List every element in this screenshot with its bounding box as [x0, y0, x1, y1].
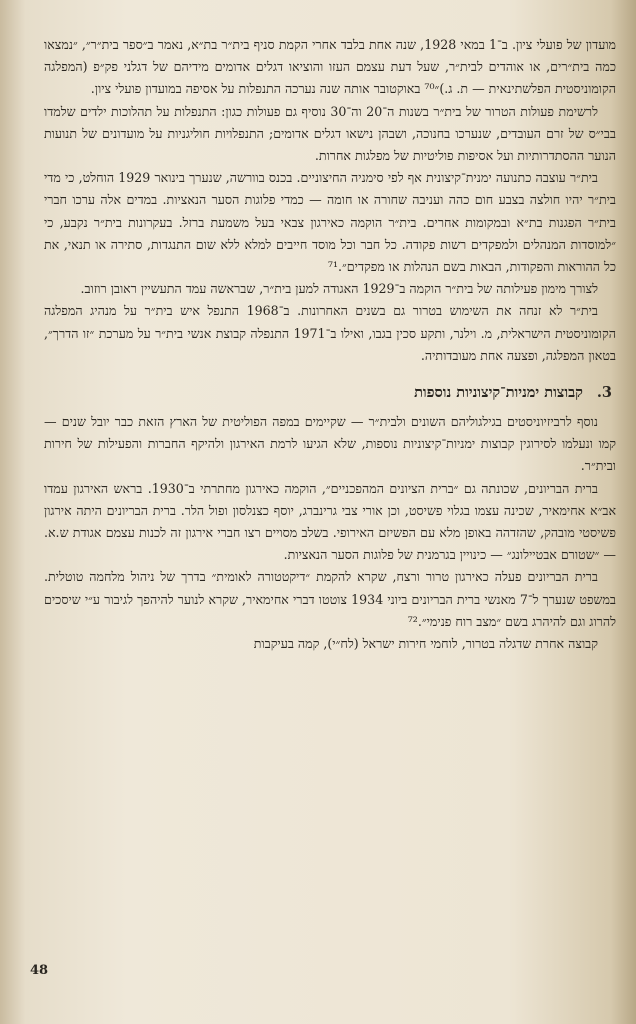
section-title: קבוצות ימניות־קיצוניות נוספות — [414, 384, 583, 402]
section-number: 3. — [596, 384, 612, 402]
paragraph: בית״ר לא זנחה את השימוש בטרור גם בשנים האחרונות. ב־1968 התנפל איש בית״ר על מנהיג המפלגה הקומוניסטית הישראלית, מ. וילנר, ותקע סכין בגבו, ואילו ב־1971 התנפלה קבוצת אנשי בית״ר על מערכת ״זו הדרך״, בטאון המפלגה, ופצעה אחת מעובדותיה. — [44, 303, 616, 363]
book-page — [44, 34, 616, 1024]
page-number: 48 — [30, 963, 49, 978]
paragraph: נוסף לרביזיוניסטים בגילגוליהם השונים ולבית״ר — שקיימים במפה הפוליטית של הארץ הזאת כבר יובל שנים — קמו ונעלמו לסירוגין קבוצות ימניות־קיצוניות נוספות, שלא הגיעו לרמת האירגון ולהיקף החברות והפעילות של חירות ובית״ר. — [44, 414, 616, 474]
section-heading — [44, 381, 616, 405]
paragraph: קבוצה אחרת שדגלה בטרור, לוחמי חירות ישראל (לח״י), קמה בעיקבות — [253, 636, 598, 652]
paragraph: בית״ר עוצבה כתנועה ימנית־קיצונית אף לפי סימניה החיצוניים. בכנס בוורשה, שנערך בינואר 1929 הוחלט, כי מדי בית״ר יהיו חולצה בצבע חום כהה ועניבה שחורה או חומה — כמדי פלוגות הסער הנאציות. במדים אלה ערכו חברי בית״ר הפגנות בת״א ובמקומות אחרים. בית״ר הוקמה כאירגון צבאי בעל משמעת ברזל. בעקרונות בית״ר נקבע, כי ״למוסדות המנהלים ולמפקדים רשות פקודה. כל חבר וכל מוסד חייבים למלא ללא שום התנגדות, סתירה או תנאי, את כל ההוראות והפקודות, הבאות בשם הנהלות או מפקדים״.⁷¹ — [44, 170, 616, 275]
paragraph: לרשימת פעולות הטרור של בית״ר בשנות ה־20 וה־30 נוסיף גם פעולות כגון: התנפלות על תהלוכות ילדים שלמדו בבי״ס של זרם העובדים, שנערכו בחנוכה, ושבהן נישאו דגלים אדומים; התנפלויות חוליגניות על מועדונים של תנועות הנוער ההסתדרותיות ועל אסיפות פוליטיות של מפלגות אחרות. — [44, 103, 616, 164]
paragraph: מועדון של פועלי ציון. ב־1 במאי 1928, שנה אחת בלבד אחרי הקמת סניף בית״ר בת״א, נאמר ב״ספר בית״ר״, ״נמצאו כמה בית״רים, או אוהדים לבית״ר, שעל דעת עצמם העזו והוציאו דגלים אדומים מידיהם של דגלני פק״פ (המפלגה הקומוניסטית הפלשתינאית — ת. ג.)״⁷⁰ באוקטובר אותה שנה נערכה התנפלות על אסיפה במועדון פועלי ציון. — [44, 37, 617, 97]
paragraph: ברית הבריונים, שכונתה גם ״ברית הציונים המהפכניים״, הוקמה כאירגון מחתרתי ב־1930. בראש האירגון עמדו אב״א אחימאיר, שכינה עצמו בגלוי פשיסט, וכן אורי צבי גרינברג, יוסף כצנלסון ופול הלר. ברית הבריונים היתה אירגון פשיסטי מובהק, שהזדהה באופן מלא עם הפשיזם האירופי. בשלב מסויים רצו חברי אירגון זה לכנות עצמם אגודת ש.א. — ״שטורם אבטיילונג״ — כינויין בגרמנית של פלוגות הסער הנאציות. — [44, 480, 616, 563]
paragraph: לצורך מימון פעילותה של בית״ר הוקמה ב־1929 האגודה למען בית״ר, שבראשה עמד התעשיין ראובן רוזוב. — [80, 281, 598, 297]
paragraph: ברית הבריונים פעלה כאירגון טרור ורצח, שקרא להקמת ״דיקטטורה לאומית״ בדרך של ניהול מלחמה טוטלית. במשפט שנערך ל־7 מאנשי ברית הבריונים ביוני 1934 צוטטו דברי אחימאיר, שקרא לנוער להיהפך לגיבור ע״י שיסכים להרוג וגם להיהרג בשם ״מצב רוח פנימי״.⁷² — [44, 569, 617, 629]
